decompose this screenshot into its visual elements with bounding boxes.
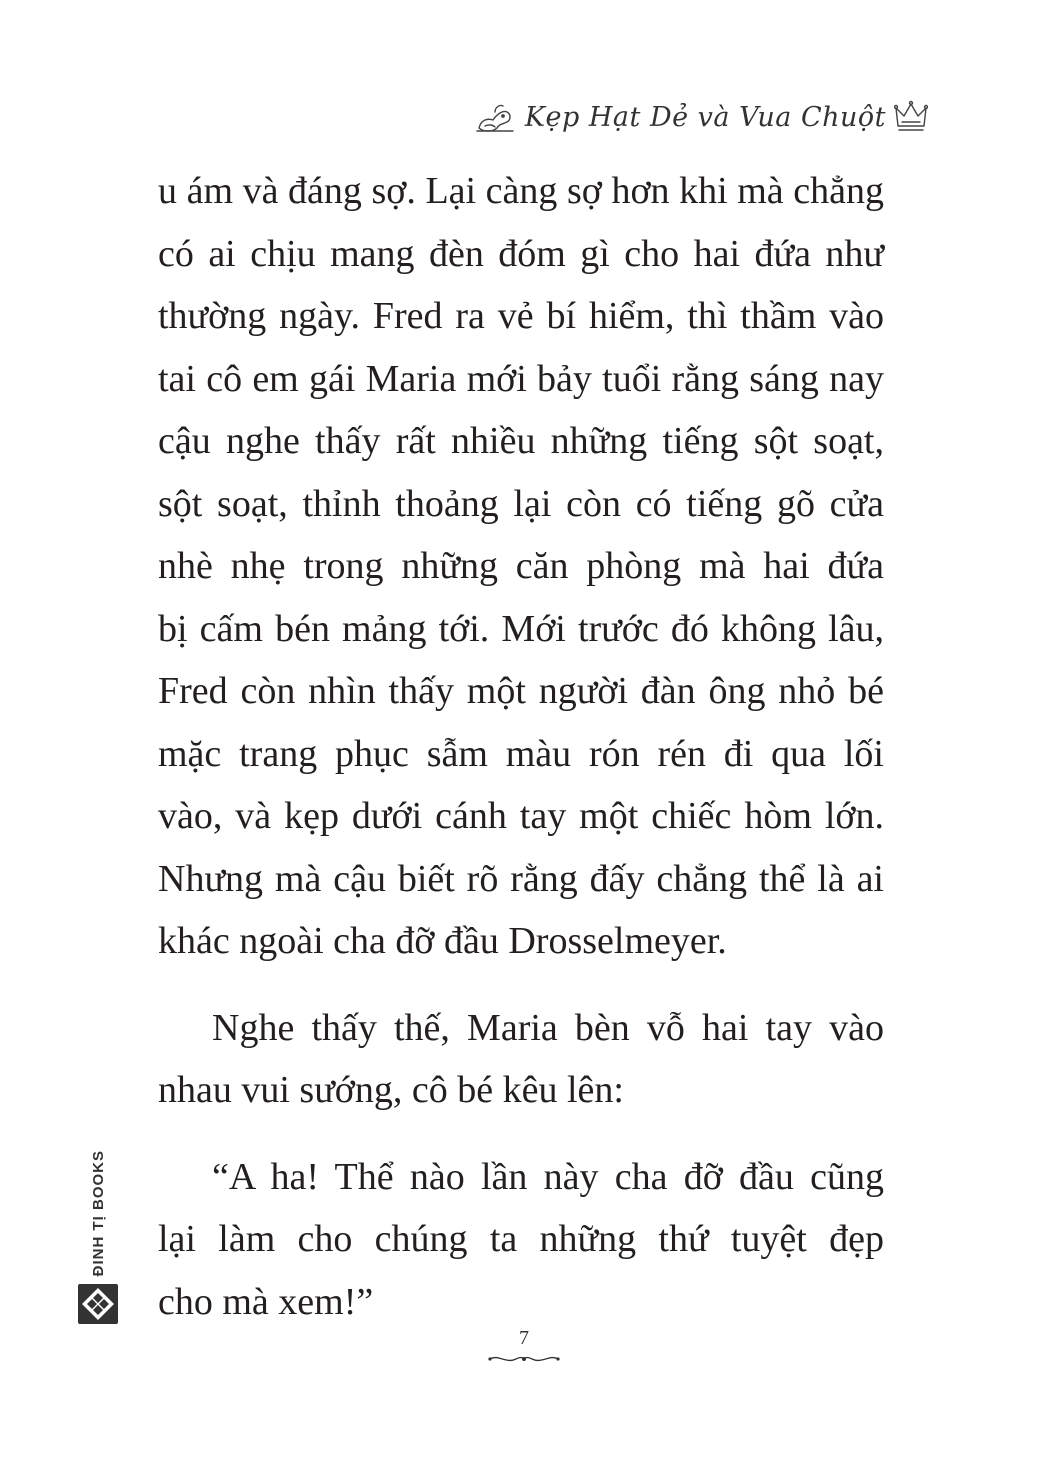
flourish-ornament-icon: [486, 1352, 562, 1366]
publisher-brand: [78, 1150, 118, 1324]
text-line: u ám và đáng sợ. Lại càng sợ hơn khi mà chẳng: [158, 170, 884, 212]
text-line: nhè nhẹ trong những căn phòng mà hai đứa: [158, 545, 884, 587]
text-line: bị cấm bén mảng tới. Mới trước đó không lâu,: [158, 607, 884, 650]
nutcracker-figure-icon: [473, 100, 517, 134]
body-text: [158, 160, 884, 1333]
text-line: mặc trang phục sẫm màu rón rén đi qua lối: [158, 732, 884, 775]
text-line: có ai chịu mang đèn đóm gì cho hai đứa như: [158, 232, 884, 275]
text-line: nhau vui sướng, cô bé kêu lên:: [158, 1069, 624, 1111]
text-line: sột soạt, thỉnh thoảng lại còn có tiếng gõ cửa: [158, 482, 884, 525]
page-footer: [0, 1327, 1048, 1366]
text-line: thường ngày. Fred ra vẻ bí hiểm, thì thầm vào: [158, 295, 884, 337]
text-line: “A ha! Thể nào lần này cha đỡ đầu cũng: [212, 1155, 884, 1198]
running-header: [473, 100, 928, 134]
text-line: cho mà xem!”: [158, 1280, 374, 1323]
paragraph-1: [158, 160, 884, 973]
text-line: vào, và kẹp dưới cánh tay một chiếc hòm lớn.: [158, 795, 884, 837]
paragraph-2: [158, 997, 884, 1122]
paragraph-3: [158, 1146, 884, 1334]
text-line: khác ngoài cha đỡ đầu Drosselmeyer.: [158, 920, 727, 962]
text-line: tai cô em gái Maria mới bảy tuổi rằng sáng nay: [158, 357, 884, 400]
publisher-name: ĐINH TỊ BOOKS: [89, 1150, 107, 1277]
crown-icon: [894, 100, 928, 134]
book-title: Kẹp Hạt Dẻ và Vua Chuột: [524, 101, 886, 133]
text-line: Nghe thấy thế, Maria bèn vỗ hai tay vào: [212, 1006, 884, 1049]
text-line: Nhưng mà cậu biết rõ rằng đấy chẳng thể là ai: [158, 857, 884, 900]
text-line: lại làm cho chúng ta những thứ tuyệt đẹp: [158, 1218, 884, 1260]
dinh-ti-diamond-logo-icon: [78, 1284, 118, 1324]
text-line: cậu nghe thấy rất nhiều những tiếng sột soạt,: [158, 420, 884, 462]
text-line: Fred còn nhìn thấy một người đàn ông nhỏ bé: [158, 670, 884, 712]
page-number: 7: [519, 1327, 529, 1349]
